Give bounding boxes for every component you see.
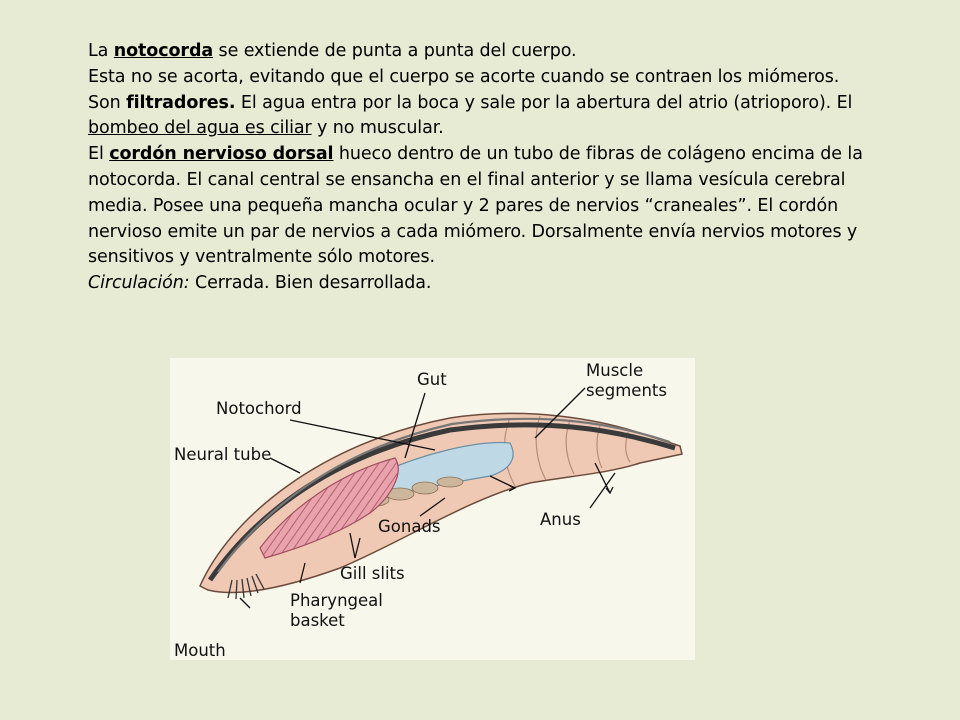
label-notochord: Notochord: [216, 399, 302, 418]
text-span: Cerrada. Bien desarrollada.: [189, 273, 432, 294]
term-circulacion: Circulación:: [88, 273, 190, 294]
paragraph-notocorda: [88, 39, 888, 65]
label-gut: Gut: [417, 370, 447, 389]
label-anus: Anus: [540, 510, 581, 529]
text-span: Son: [88, 92, 127, 113]
paragraph-cordon: [88, 142, 888, 271]
paragraph-filtradores: [88, 91, 888, 143]
label-pharyngeal-1: Pharyngeal: [290, 591, 383, 610]
term-filtradores: filtradores.: [126, 92, 236, 113]
label-gill-slits: Gill slits: [340, 564, 405, 583]
paragraph-acorta: Esta no se acorta, evitando que el cuerpo se acorte cuando se contraen los miómeros.: [88, 66, 840, 87]
amphioxus-diagram: [170, 358, 695, 660]
label-mouth: Mouth: [174, 641, 226, 660]
text-span: El: [88, 144, 110, 165]
label-muscle-1: Muscle: [586, 361, 644, 380]
text-span: hueco dentro de un tubo de fibras de colágeno encima de la notocorda. El canal central se ensancha en el final anterior y se llama vesícula cerebral media. Posee una pequeña mancha ocular y 2 pares de nervios “craneales”. El cordón nervioso emite un par de nervios a cada miómero. Dorsalmente envía nervios motores y sensitivos y ventralmente sólo motores.: [88, 144, 863, 268]
label-muscle-2: segments: [586, 381, 667, 400]
text-span: se extiende de punta a punta del cuerpo.: [213, 41, 577, 61]
description-text: [88, 39, 888, 297]
text-span: El agua entra por la boca y sale por la abertura del atrio (atrioporo). El: [235, 92, 853, 113]
text-span: La: [88, 41, 114, 61]
text-span: y no muscular.: [311, 118, 444, 139]
amphioxus-svg: [170, 358, 695, 660]
label-neural-tube: Neural tube: [174, 445, 272, 464]
term-cordon-nervioso: cordón nervioso dorsal: [109, 144, 334, 165]
term-notocorda: notocorda: [113, 41, 214, 61]
label-gonads: Gonads: [378, 517, 441, 536]
paragraph-circulacion: [88, 271, 888, 297]
body-outline: [200, 413, 682, 592]
label-pharyngeal-2: basket: [290, 611, 345, 630]
term-bombeo-ciliar: bombeo del agua es ciliar: [88, 118, 312, 139]
